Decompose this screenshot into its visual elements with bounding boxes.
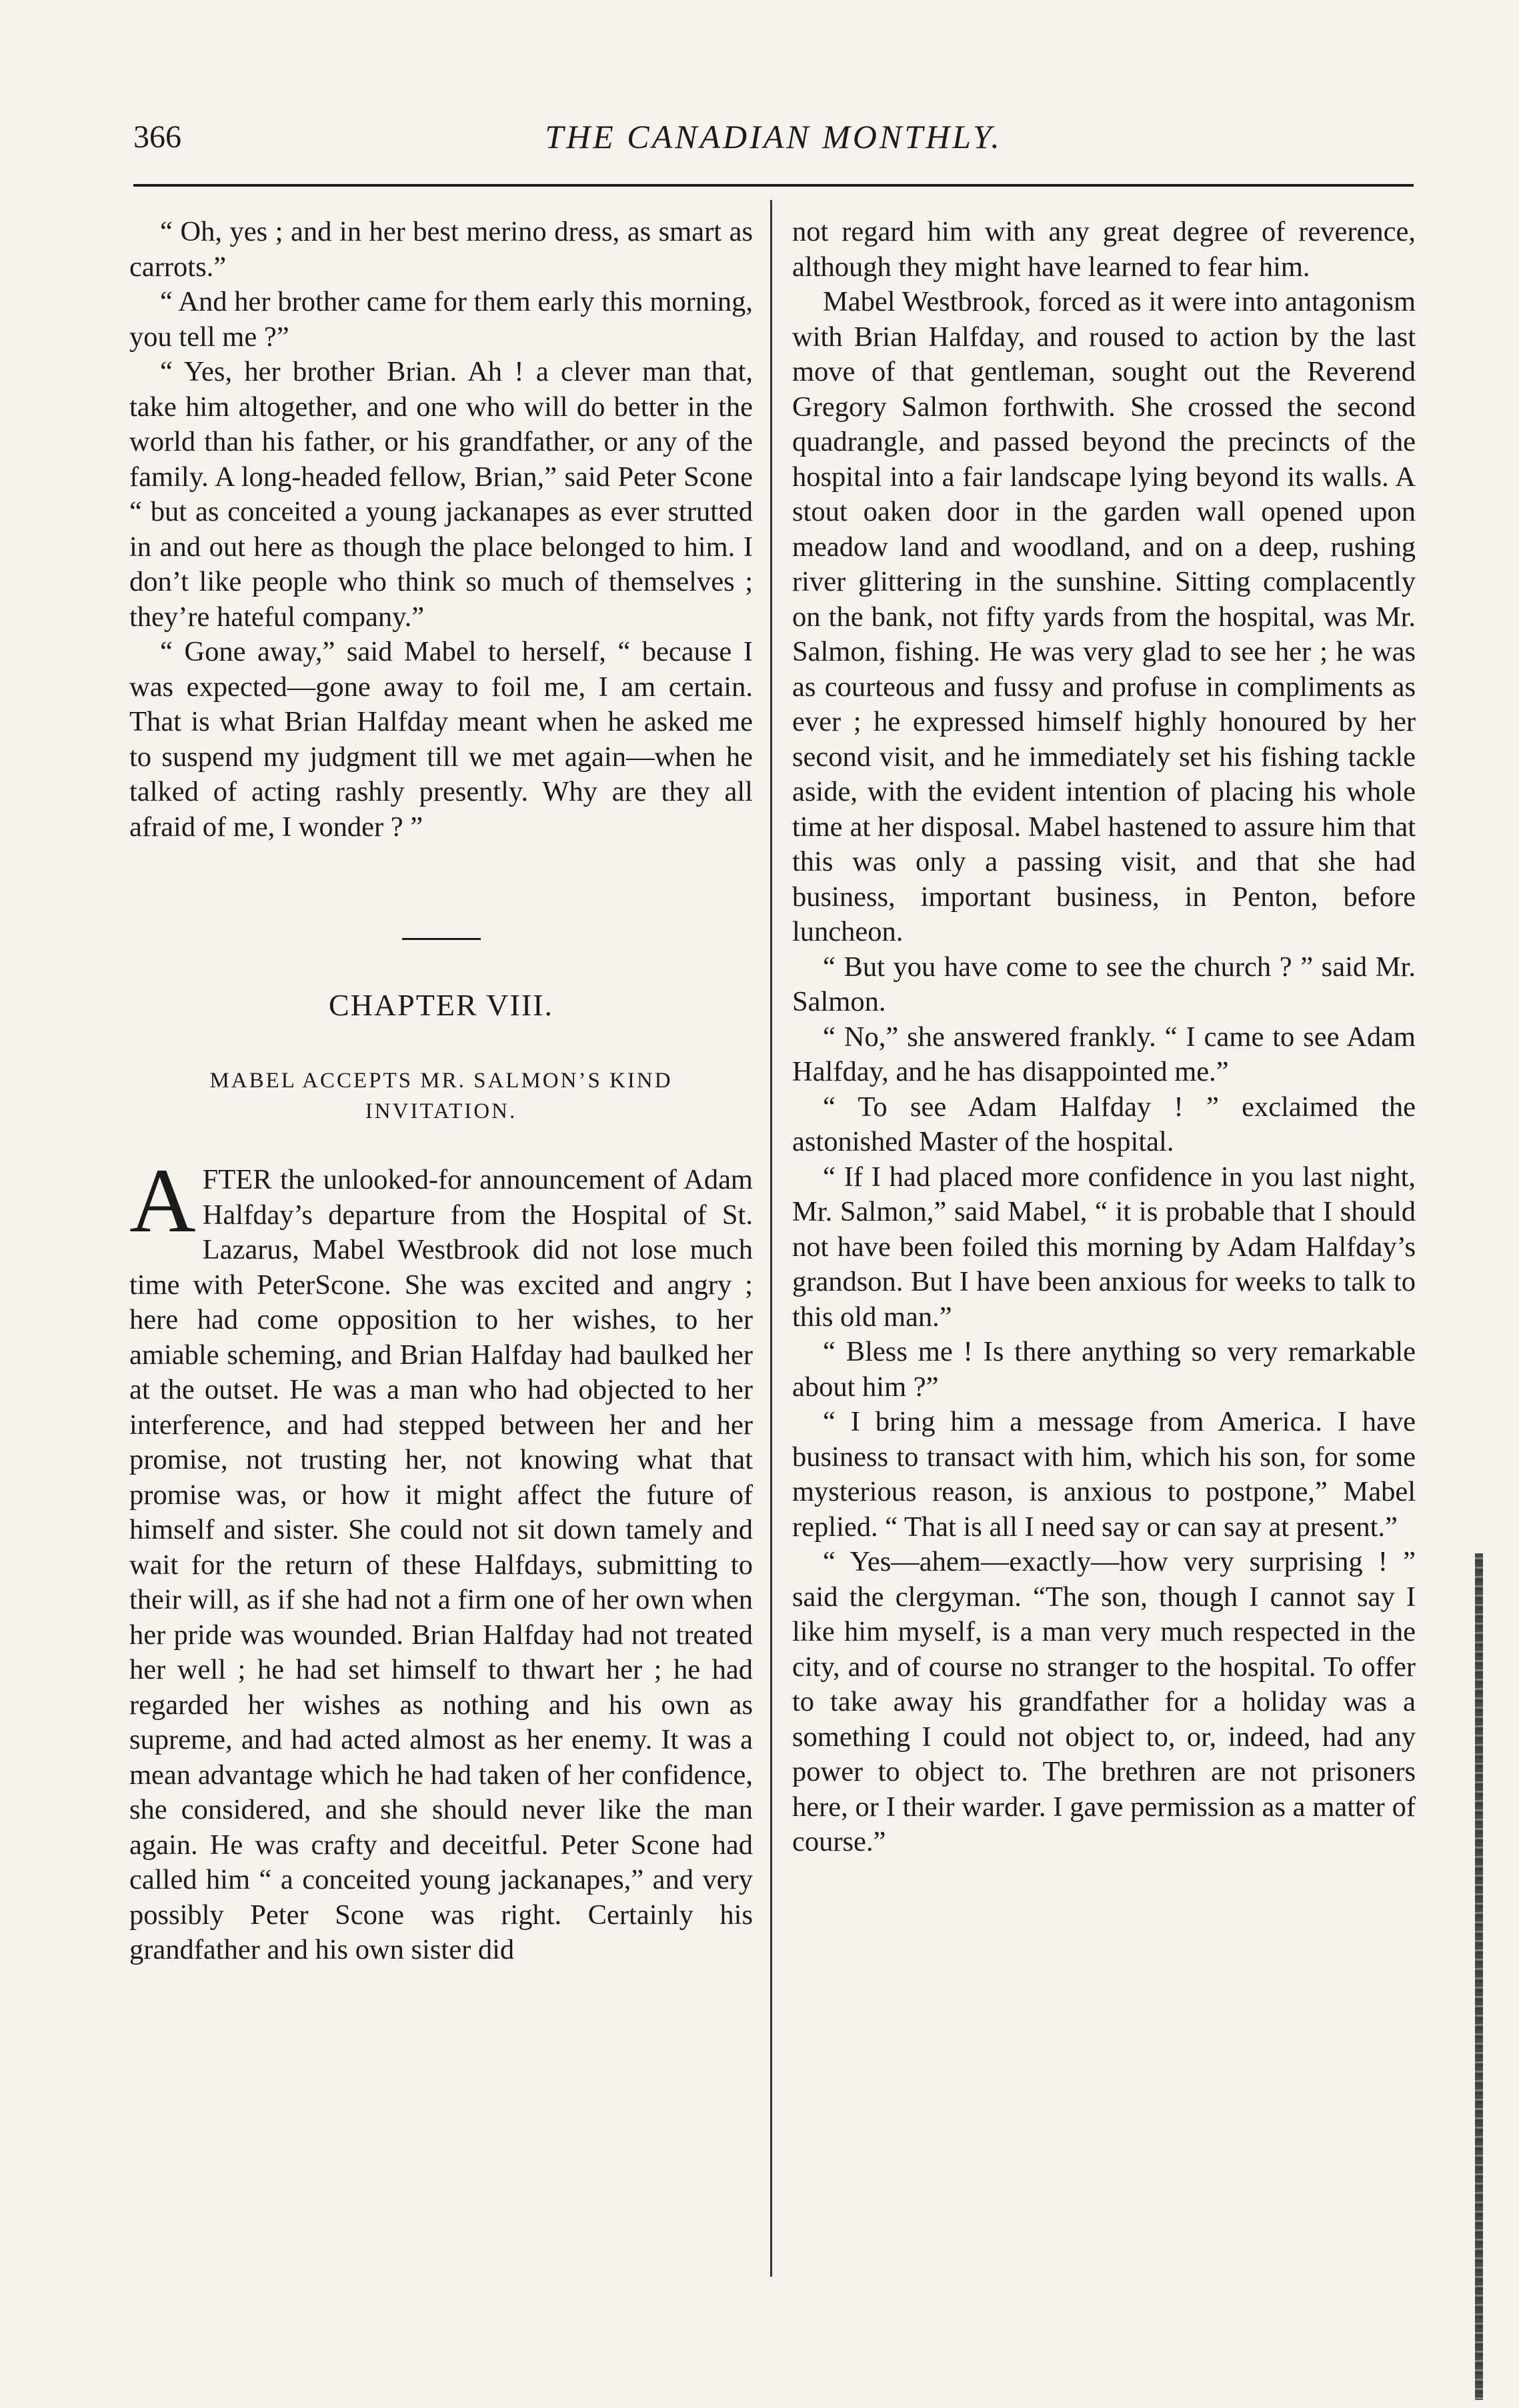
left-column [129,215,753,1968]
paragraph: “ Gone away,” said Mabel to herself, “ because I was expected—gone away to foil me, I am certain. That is what Brian Halfday meant when he asked me to suspend my judgment till we met again—when he talked of acting rashly presently. Why are they all afraid of me, I wonder ? ” [129,636,753,843]
page-header [133,113,1414,167]
paragraph: “ Yes—ahem—exactly—how very surprising ! ” said the clergyman. “The son, though I cannot say I like him myself, is a man very much respected in the city, and of course no stranger to the hospital. To offer to take away his grandfather for a holiday was a something I could not object to, or, indeed, had any power to object to. The brethren are not prisoners here, or I their warder. I gave permission as a matter of course.” [792,1546,1416,1857]
running-title: THE CANADIAN MONTHLY. [545,118,1002,155]
drop-cap: A [129,1149,196,1251]
chapter-subtitle: MABEL ACCEPTS MR. SALMON’S KIND INVITATION. [209,1069,673,1123]
paragraph: Mabel Westbrook, forced as it were into antagonism with Brian Halfday, and roused to action by the last move of that gentleman, sought out the Reverend Gregory Salmon forthwith. She crossed the second quadrangle, and passed beyond the precincts of the hospital into a fair landscape lying beyond its walls. A stout oaken door in the garden wall opened upon meadow land and woodland, and on a deep, rushing river glittering in the sunshine. Sitting complacently on the bank, not fifty yards from the hospital, was Mr. Salmon, fishing. He was very glad to see her ; he was as courteous and fussy and profuse in compliments as ever ; he expressed himself highly honoured by her second visit, and he immediately set his fishing tackle aside, with the evident intention of placing his whole time at her disposal. Mabel hastened to assure him that this was only a passing visit, and that she had business, important business, in Penton, before luncheon. [792,286,1416,947]
paragraph: “ To see Adam Halfday ! ” exclaimed the astonished Master of the hospital. [792,1091,1416,1157]
paragraph: “ Bless me ! Is there anything so very remarkable about him ?” [792,1336,1416,1403]
paragraph: not regard him with any great degree of reverence, although they might have learned to fear him. [792,216,1416,283]
header-rule [133,184,1414,187]
paragraph: “ But you have come to see the church ? ” said Mr. Salmon. [792,951,1416,1017]
right-column [792,215,1416,1860]
paragraph: “ I bring him a message from America. I have business to transact with him, which his son, for some mysterious reason, is anxious to postpone,” Mabel replied. “ That is all I need say or can say at present.” [792,1406,1416,1543]
section-rule [402,938,481,940]
paragraph: “ Yes, her brother Brian. Ah ! a clever man that, take him altogether, and one who will do better in the world than his father, or his grandfather, or any of the family. A long-headed fellow, Brian,” said Peter Scone “ but as conceited a young jackanapes as ever strutted in and out here as though the place belonged to him. I don’t like people who think so much of themselves ; they’re hateful company.” [129,356,753,633]
lead-text: FTER the unlooked-for announcement of Adam Halfday’s departure from the Hospital of St. Lazarus, Mabel Westbrook did not lose much time with PeterScone. She was excited and angry ; here had come opposition to her wishes, to her amiable scheming, and Brian Halfday had baulked her at the outset. He was a man who had objected to her interference, and had stepped between her and her promise, not trusting her, not knowing what that promise was, or how it might affect the future of himself and sister. She could not sit down tamely and wait for the return of these Halfdays, submitting to their will, as if she had not a firm one of her own when her pride was wounded. Brian Halfday had not treated her well ; he had set himself to thwart her ; he had regarded her wishes as nothing and his own as supreme, and had acted almost as her enemy. It was a mean advantage which he had taken of her confidence, she considered, and she should never like the man again. He was crafty and deceitful. Peter Scone had called him “ a conceited young jackanapes,” and very possibly Peter Scone was right. Certainly his grandfather and his own sister did [129,1164,753,1965]
page-number: 366 [133,119,181,155]
paragraph: “ Oh, yes ; and in her best merino dress, as smart as carrots.” [129,216,753,283]
paragraph: “ If I had placed more confidence in you last night, Mr. Salmon,” said Mabel, “ it is probable that I should not have been foiled this morning by Adam Halfday’s grandson. But I have been anxious for weeks to talk to this old man.” [792,1161,1416,1333]
paragraph: “ No,” she answered frankly. “ I came to see Adam Halfday, and he has disappointed me.” [792,1021,1416,1087]
scan-edge-strip [1475,1553,1483,2400]
column-divider [770,200,772,2277]
chapter-lead-paragraph [129,1149,753,1968]
chapter-heading: CHAPTER VIII. [329,988,553,1022]
paragraph: “ And her brother came for them early this morning, you tell me ?” [129,286,753,353]
